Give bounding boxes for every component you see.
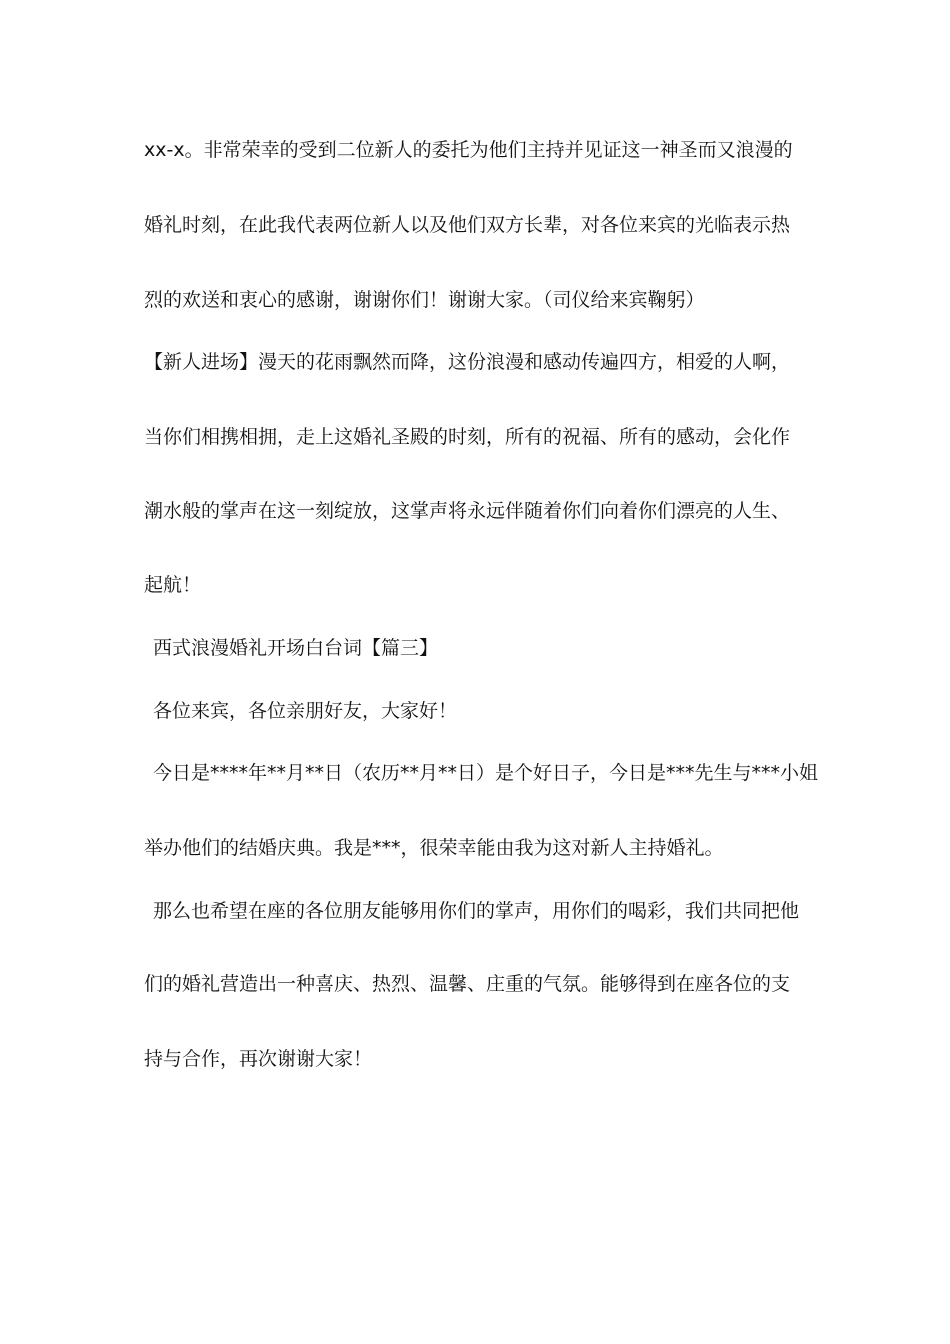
paragraph-line: 举办他们的结婚庆典。我是***，很荣幸能由我为这对新人主持婚礼。 bbox=[144, 837, 724, 859]
paragraph-line: 潮水般的掌声在这一刻绽放，这掌声将永远伴随着你们向着你们漂亮的人生、 bbox=[144, 500, 791, 522]
paragraph-line: 当你们相携相拥，走上这婚礼圣殿的时刻，所有的祝福、所有的感动，会化作 bbox=[144, 426, 791, 448]
greeting-line: 各位来宾，各位亲朋好友，大家好！ bbox=[153, 700, 458, 722]
section-heading: 西式浪漫婚礼开场白台词【篇三】 bbox=[153, 637, 439, 659]
paragraph-line: xx-x。非常荣幸的受到二位新人的委托为他们主持并见证这一神圣而又浪漫的 bbox=[144, 139, 793, 161]
paragraph-line: 持与合作，再次谢谢大家！ bbox=[144, 1048, 373, 1070]
paragraph-line: 烈的欢送和衷心的感谢，谢谢你们！谢谢大家。（司仪给来宾鞠躬） bbox=[144, 289, 705, 311]
paragraph-line: 婚礼时刻，在此我代表两位新人以及他们双方长辈，对各位来宾的光临表示热 bbox=[144, 214, 791, 236]
paragraph-line: 那么也希望在座的各位朋友能够用你们的掌声，用你们的喝彩，我们共同把他 bbox=[153, 900, 800, 922]
paragraph-line: 起航！ bbox=[144, 574, 202, 596]
paragraph-line: 今日是****年**月**日（农历**月**日）是个好日子，今日是***先生与***小姐 bbox=[153, 762, 819, 784]
paragraph-line: 们的婚礼营造出一种喜庆、热烈、温馨、庄重的气氛。能够得到在座各位的支 bbox=[144, 973, 791, 995]
section-intro-line: 【新人进场】漫天的花雨飘然而降，这份浪漫和感动传遍四方，相爱的人啊， bbox=[144, 351, 791, 373]
